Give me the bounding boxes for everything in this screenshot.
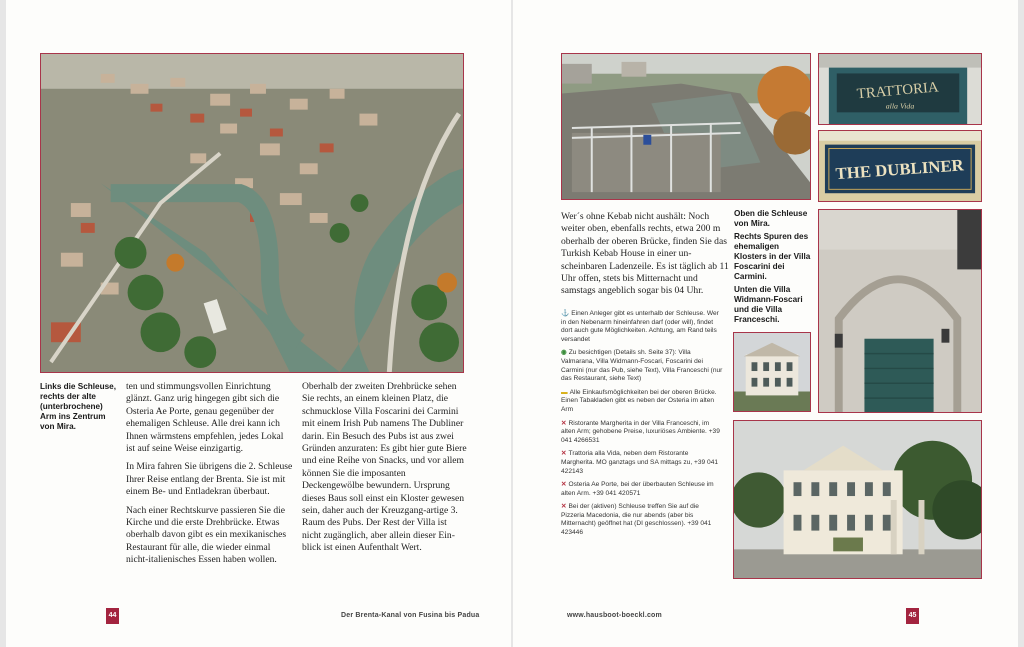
info-item-sights — [561, 349, 723, 383]
caption-bottom: Unten die Villa Widmann-Foscari und die Villa Franceschi. — [734, 285, 803, 324]
info-text: Zu besichtigen (Details sh. Seite 37): Villa Valmarana, Villa Widmann-Foscari, Foscarini dei Carmini (nur das Pub, siehe Text), Villa Franceschi (nur das Restaurant, siehe Text) — [561, 349, 723, 383]
paragraph: Nach einer Rechtskurve passieren Sie die Kirche und die erste Drehbrücke. Etwas oberhalb davon gibt es ein mexikanisches Restaurant für alle, die wieder einmal nicht-italienisches Essen haben wollen. — [126, 504, 287, 566]
caption-text: Links die Schleuse, rechts der alte (unterbrochene) Arm ins Zentrum von Mira. — [40, 382, 116, 431]
dubliner-sign-text: THE DUBLINER — [834, 155, 965, 184]
page-number-right: 45 — [906, 608, 919, 624]
paragraph: In Mira fahren Sie übrigens die 2. Schleuse Ihrer Reise entlang der Brenta. Sie ist mit einem Be- und Entladekran überbaut. — [126, 461, 293, 498]
info-text: Ristorante Margherita in der Villa Franceschi, im alten Arm; gehobene Preise, luxuriöses Ambiente. +39 041 4266531 — [561, 419, 720, 444]
info-item-restaurant — [561, 481, 723, 498]
shopping-icon: ▬ — [561, 388, 568, 396]
page-number-left: 44 — [106, 608, 119, 624]
restaurant-icon: ✕ — [561, 481, 567, 489]
text-column-2 — [302, 381, 468, 561]
right-main-text — [561, 211, 729, 304]
info-text: Trattoria alla Vida, neben dem Ristorante Margherita. MO ganztags und SA mittags zu, +39 041 422143 — [561, 450, 719, 475]
website-footer: www.hausboot-boeckl.com — [567, 612, 662, 619]
photo-caption-left — [40, 382, 120, 435]
paragraph: ten und stimmungsvollen Einrichtung glänzt. Ganz urig hingegen gibt sich die Osteria Ae Porte, genau gegenüber der ehemaligen Schleuse. Alle drei kann ich Ihnen wärmstens empfehlen, jedes Lokal ist auf seine Weise einzigartig. — [126, 381, 284, 455]
aerial-photo-mira — [40, 53, 464, 373]
photo-caption-right — [734, 209, 814, 328]
info-text: Einen Anleger gibt es unterhalb der Schleuse. Wer in den Nebenarm hineinfahren darf (oder will), findet dort auch gute Möglichkeiten. Achtung, am Rand teils versandet — [561, 310, 719, 343]
lock-photo — [561, 53, 811, 200]
trattoria-sign-text: TRATTORIA — [856, 79, 940, 103]
info-box — [561, 310, 723, 543]
info-text: Bei der (aktiven) Schleuse treffen Sie auf die Pizzeria Macedonia, die nur abends (aber bis Mitternacht) geöffnet hat (DI geschlossen). +39 041 423446 — [561, 503, 712, 537]
info-item-restaurant — [561, 450, 723, 476]
trattoria-sign-photo — [818, 53, 982, 125]
info-item-shopping — [561, 389, 723, 415]
trattoria-sign-sub: alla Vida — [885, 101, 915, 111]
left-page — [6, 0, 511, 647]
info-item-restaurant — [561, 503, 723, 537]
restaurant-icon: ✕ — [561, 503, 567, 511]
caption-top: Oben die Schleuse von Mira. — [734, 209, 808, 228]
villa-widmann-photo — [733, 420, 982, 579]
sight-icon: ◉ — [561, 349, 567, 357]
info-text: Alle Einkaufsmöglichkeiten bei der oberen Brücke. Einen Tabakladen gibt es neben der Osteria im alten Arm — [561, 388, 717, 413]
info-text: Osteria Ae Porte, bei der überbauten Schleuse im alten Arm. +39 041 420571 — [561, 481, 714, 497]
anchor-icon: ⚓ — [561, 310, 570, 317]
restaurant-icon: ✕ — [561, 419, 567, 427]
right-page — [513, 0, 1018, 647]
paragraph: Oberhalb der zweiten Drehbrücke sehen Sie rechts, an einem kleinen Platz, die schmucklose Villa Foscarini dei Carmini mit einem Irish Pub namens The Dubliner darin. Ein Besuch des Pubs ist aus zwei Gründen anzuraten: Es gibt hier gute Biere und eine Reihe von Snacks, und vor allem können Sie die imposanten Deckengewölbe bewundern. Ursprung dieses Baus soll einst ein Kloster gewesen sein, daher auch der Kreuzgang-artige 3. Raum des Pubs. Der Rest der Villa ist nicht zugänglich, aber allein dieser Einblick ist einen Aufenthalt Wert. — [302, 381, 467, 554]
caption-right: Rechts Spuren des ehemaligen Klosters in der Villa Foscarini dei Carmini. — [734, 232, 811, 281]
info-item-mooring — [561, 310, 723, 344]
villa-small-photo — [733, 332, 811, 412]
info-item-restaurant — [561, 420, 723, 446]
restaurant-icon: ✕ — [561, 450, 567, 458]
paragraph: Wer´s ohne Kebab nicht aushält: Noch weiter oben, ebenfalls rechts, etwa 200 m oberhalb der oberen Brücke, finden Sie das Turkish Kebab House in einer unscheinbaren Ladenzeile. Es ist täglich ab 11 Uhr offen, stets bis Mitternacht und samstags angeblich sogar bis 04 Uhr. — [561, 211, 729, 297]
dubliner-sign-photo — [818, 130, 982, 202]
running-title: Der Brenta-Kanal von Fusina bis Padua — [341, 612, 480, 619]
monastery-wall-photo — [818, 209, 982, 413]
text-column-1 — [126, 381, 294, 573]
